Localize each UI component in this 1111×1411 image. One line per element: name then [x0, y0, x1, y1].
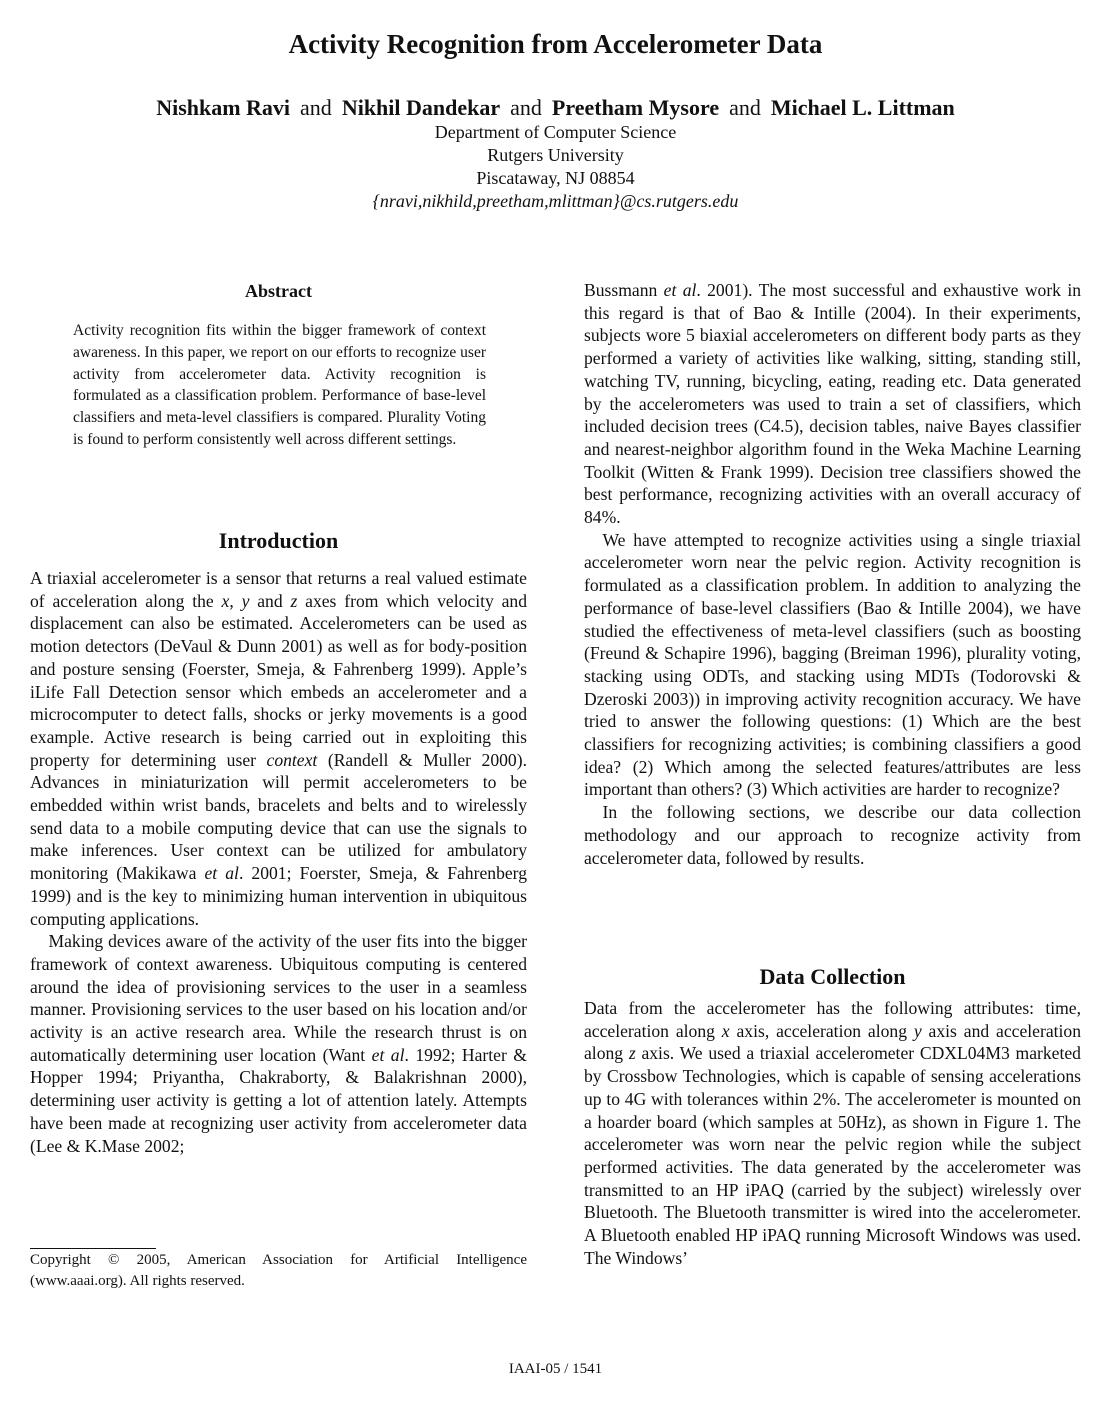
- emphasis: et al: [204, 863, 239, 884]
- text-run: axis and acceleration along: [584, 1020, 1081, 1064]
- author-emails: {nravi,nikhild,preetham,mlittman}@cs.rutgers.edu: [372, 191, 739, 211]
- math-var: z: [290, 590, 298, 611]
- text-run: (Randell & Muller 2000). Advances in miniaturization will permit accelerometers to be embedded within wrist bands, bracelets and belts and to wirelessly send data to a mobile computing device that can use the signals to make inferences. User context can be utilized for ambulatory monitoring (Makikawa: [30, 749, 527, 884]
- math-var: y: [241, 590, 250, 611]
- author-name: Michael L. Littman: [770, 95, 955, 120]
- data-collection-body: [584, 997, 1081, 1269]
- data-collection-paragraph: [584, 997, 1081, 1269]
- author-separator: and: [510, 95, 542, 120]
- paper-title: Activity Recognition from Accelerometer Data: [288, 29, 823, 59]
- text-run: Making devices aware of the activity of the user fits into the bigger framework of context awareness. Ubiquitous computing is centered around the idea of provisioning services to the user in a seamless manner. Provisioning services to the user based on his location and/or activity is an active research area. While the research thrust is on automatically determining user location (Want: [30, 931, 527, 1065]
- text-run: A triaxial accelerometer is a sensor that returns a real valued estimate of acceleration along the: [30, 568, 527, 611]
- outline-paragraph: In the following sections, we describe our data collection methodology and our approach to recognize activity from accelerometer data, followed by results.: [584, 802, 1081, 868]
- emphasis: et al: [371, 1044, 405, 1065]
- university: Rutgers University: [487, 145, 624, 165]
- emphasis: context: [266, 749, 318, 770]
- city: Piscataway, NJ 08854: [476, 168, 635, 188]
- affiliation: [0, 121, 1111, 213]
- text-run: . 1992; Harter & Hopper 1994; Priyantha, Chakraborty, & Balakrishnan 2000), determining user activity is getting a lot of attention lately. Attempts have been made at recognizing user activity from accelerometer data (Lee & K.Mase 2002;: [30, 1044, 527, 1156]
- data-collection-heading: Data Collection: [759, 964, 906, 989]
- author-name: Preetham Mysore: [551, 95, 720, 120]
- text-run: axes from which velocity and displacement can also be estimated. Accelerometers can be used as motion detectors (DeVaul & Dunn 2001) as well as for body-position and posture sensing (Foerster, Smeja, & Fahrenberg 1999). Apple’s iLife Fall Detection sensor which embeds an accelerometer and a microcomputer to detect falls, shocks or jerky movements is a good example. Active research is being carried out in exploiting this property for determining user: [30, 590, 527, 770]
- footnote-rule: [30, 1248, 156, 1249]
- related-work-paragraph: [584, 279, 1081, 529]
- introduction-heading: Introduction: [218, 528, 339, 553]
- abstract-text: Activity recognition fits within the bigger framework of context awareness. In this paper, we report on our efforts to recognize user activity from accelerometer data. Activity recognition is formulated as a classification problem. Performance of base-level classifiers and meta-level classifiers is compared. Plurality Voting is found to perform consistently well across different settings.: [73, 322, 486, 448]
- author-name: Nikhil Dandekar: [341, 95, 501, 120]
- math-var: x: [221, 590, 230, 611]
- right-column-body: [584, 279, 1081, 869]
- abstract-heading: Abstract: [245, 281, 312, 301]
- introduction-body: [30, 567, 527, 1157]
- text-run: Data from the accelerometer has the following attributes: time, acceleration along: [584, 998, 1081, 1041]
- author-name: Nishkam Ravi: [156, 95, 291, 120]
- page-footer: IAAI-05 / 1541: [508, 1361, 603, 1377]
- text-run: ,: [229, 590, 242, 611]
- text-run: axis, acceleration along: [729, 1020, 914, 1041]
- author-separator: and: [729, 95, 761, 120]
- approach-paragraph: We have attempted to recognize activities using a single triaxial accelerometer worn near the pelvic region. Activity recognition is formulated as a classification problem. In addition to analyzing the performance of base-level classifiers (Bao & Intille 2004), we have studied the effectiveness of meta-level classifiers (such as boosting (Freund & Schapire 1996), bagging (Breiman 1996), plurality voting, stacking using ODTs, and stacking using MDTs (Todorovski & Dzeroski 2003)) in improving activity recognition accuracy. We have tried to answer the following questions: (1) Which are the best classifiers for recognizing activities; is combining classifiers a good idea? (2) Which among the selected features/attributes are less important than others? (3) Which activities are harder to recognize?: [584, 529, 1081, 800]
- text-run: Bussmann: [584, 280, 664, 300]
- text-run: . 2001). The most successful and exhaustive work in this regard is that of Bao & Intille (2004). In their experiments, subjects wore 5 biaxial accelerometers on different body parts as they performed a variety of activities like walking, sitting, standing still, watching TV, running, bicycling, eating, reading etc. Data generated by the accelerometers was used to train a set of classifiers, which included decision trees (C4.5), decision tables, naive Bayes classifier and nearest-neighbor algorithm found in the Weka Machine Learning Toolkit (Witten & Frank 1999). Decision tree classifiers showed the best performance, recognizing activities with an overall accuracy of 84%.: [584, 280, 1082, 528]
- math-var: x: [721, 1020, 730, 1041]
- math-var: y: [913, 1020, 922, 1041]
- math-var: z: [628, 1043, 636, 1064]
- text-run: and: [249, 590, 291, 611]
- department: Department of Computer Science: [434, 122, 677, 142]
- emphasis: et al: [663, 280, 697, 300]
- author-list: [0, 93, 1111, 123]
- text-run: . 2001; Foerster, Smeja, & Fahrenberg 1999) and is the key to minimizing human intervention in ubiquitous computing applications.: [30, 863, 528, 929]
- intro-paragraph-2: [30, 930, 527, 1157]
- copyright-notice: Copyright © 2005, American Association for Artificial Intelligence (www.aaai.org). All rights reserved.: [30, 1252, 527, 1289]
- author-separator: and: [300, 95, 332, 120]
- intro-paragraph-1: [30, 567, 527, 930]
- text-run: axis. We used a triaxial accelerometer CDXL04M3 marketed by Crossbow Technologies, which is capable of sensing accelerations up to 4G with tolerances within 2%. The accelerometer is mounted on a hoarder board (which samples at 50Hz), as shown in Figure 1. The accelerometer was worn near the pelvic region while the subject performed activities. The data generated by the accelerometer was transmitted to an HP iPAQ (carried by the subject) wirelessly over Bluetooth. The Bluetooth transmitter is wired into the accelerometer. A Bluetooth enabled HP iPAQ running Microsoft Windows was used. The Windows’: [584, 1043, 1081, 1268]
